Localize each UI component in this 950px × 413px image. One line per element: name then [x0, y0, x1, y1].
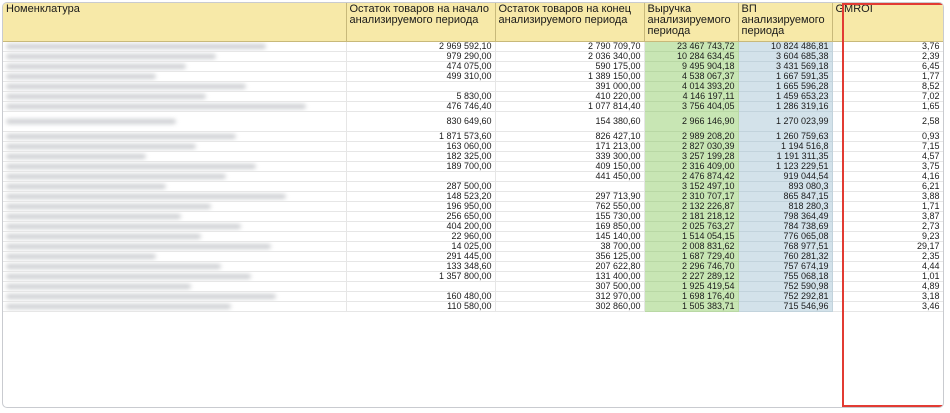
gmroi-report-table — [3, 3, 944, 312]
cell-stock-start[interactable]: 830 649,60 — [346, 112, 495, 132]
cell-stock-end[interactable]: 2 036 340,00 — [495, 52, 644, 62]
cell-stock-start[interactable]: 287 500,00 — [346, 182, 495, 192]
redacted-text — [6, 174, 226, 179]
cell-revenue[interactable]: 2 310 707,17 — [644, 192, 738, 202]
cell-gmroi[interactable]: 2,39 — [832, 52, 943, 62]
cell-revenue[interactable]: 2 296 746,70 — [644, 262, 738, 272]
cell-stock-end[interactable]: 1 389 150,00 — [495, 72, 644, 82]
cell-name-redacted[interactable] — [3, 62, 346, 72]
cell-stock-start[interactable]: 160 480,00 — [346, 292, 495, 302]
cell-name-redacted[interactable] — [3, 192, 346, 202]
cell-stock-start[interactable]: 189 700,00 — [346, 162, 495, 172]
header-revenue[interactable]: Выручка анализируемого периода — [644, 3, 738, 42]
cell-gmroi[interactable]: 1,65 — [832, 102, 943, 112]
cell-gross-profit[interactable]: 752 590,98 — [738, 282, 832, 292]
cell-revenue[interactable]: 2 316 409,00 — [644, 162, 738, 172]
cell-stock-end[interactable]: 154 380,60 — [495, 112, 644, 132]
cell-name-redacted[interactable] — [3, 142, 346, 152]
cell-revenue[interactable]: 3 152 497,10 — [644, 182, 738, 192]
cell-stock-start[interactable]: 133 348,60 — [346, 262, 495, 272]
redacted-text — [6, 184, 166, 189]
cell-gross-profit[interactable]: 1 286 319,16 — [738, 102, 832, 112]
cell-gmroi[interactable]: 4,44 — [832, 262, 943, 272]
cell-stock-end[interactable]: 826 427,10 — [495, 132, 644, 142]
redacted-text — [6, 294, 276, 299]
cell-stock-end[interactable]: 339 300,00 — [495, 152, 644, 162]
cell-gmroi[interactable]: 1,01 — [832, 272, 943, 282]
cell-name-redacted[interactable] — [3, 232, 346, 242]
cell-stock-start[interactable] — [346, 282, 495, 292]
cell-name-redacted[interactable] — [3, 172, 346, 182]
cell-gmroi[interactable]: 1,77 — [832, 72, 943, 82]
cell-gross-profit[interactable]: 3 604 685,38 — [738, 52, 832, 62]
cell-name-redacted[interactable] — [3, 82, 346, 92]
cell-stock-start[interactable]: 256 650,00 — [346, 212, 495, 222]
cell-revenue[interactable]: 2 827 030,39 — [644, 142, 738, 152]
cell-gmroi[interactable]: 3,75 — [832, 162, 943, 172]
cell-gmroi[interactable]: 3,46 — [832, 302, 943, 312]
cell-gross-profit[interactable]: 818 280,3 — [738, 202, 832, 212]
cell-gross-profit[interactable]: 1 194 516,8 — [738, 142, 832, 152]
cell-stock-start[interactable]: 499 310,00 — [346, 72, 495, 82]
cell-revenue[interactable]: 2 181 218,12 — [644, 212, 738, 222]
cell-name-redacted[interactable] — [3, 162, 346, 172]
cell-gross-profit[interactable]: 1 270 023,99 — [738, 112, 832, 132]
cell-gmroi[interactable]: 6,45 — [832, 62, 943, 72]
cell-revenue[interactable]: 2 008 831,62 — [644, 242, 738, 252]
cell-stock-end[interactable]: 145 140,00 — [495, 232, 644, 242]
table-row[interactable] — [3, 252, 943, 262]
table-row[interactable] — [3, 172, 943, 182]
cell-gmroi[interactable]: 2,73 — [832, 222, 943, 232]
cell-stock-end[interactable]: 131 400,00 — [495, 272, 644, 282]
header-name[interactable]: Номенклатура — [3, 3, 346, 42]
table-row[interactable] — [3, 292, 943, 302]
cell-name-redacted[interactable] — [3, 212, 346, 222]
redacted-text — [6, 304, 231, 309]
cell-name-redacted[interactable] — [3, 132, 346, 142]
cell-gross-profit[interactable]: 1 667 591,35 — [738, 72, 832, 82]
cell-gross-profit[interactable]: 784 738,69 — [738, 222, 832, 232]
cell-revenue[interactable]: 4 146 197,11 — [644, 92, 738, 102]
cell-gmroi[interactable]: 0,93 — [832, 132, 943, 142]
table-row[interactable] — [3, 202, 943, 212]
cell-revenue[interactable]: 2 227 289,12 — [644, 272, 738, 282]
cell-name-redacted[interactable] — [3, 202, 346, 212]
cell-revenue[interactable]: 3 257 199,28 — [644, 152, 738, 162]
table-row[interactable] — [3, 192, 943, 202]
cell-gross-profit[interactable]: 768 977,51 — [738, 242, 832, 252]
redacted-text — [6, 264, 221, 269]
table-row[interactable] — [3, 212, 943, 222]
cell-gross-profit[interactable]: 776 065,08 — [738, 232, 832, 242]
cell-gmroi[interactable]: 8,52 — [832, 82, 943, 92]
cell-stock-start[interactable]: 196 950,00 — [346, 202, 495, 212]
table-row[interactable] — [3, 222, 943, 232]
cell-gmroi[interactable]: 9,23 — [832, 232, 943, 242]
cell-stock-start[interactable]: 404 200,00 — [346, 222, 495, 232]
cell-name-redacted[interactable] — [3, 282, 346, 292]
cell-stock-start[interactable]: 476 746,40 — [346, 102, 495, 112]
cell-name-redacted[interactable] — [3, 272, 346, 282]
redacted-text — [6, 74, 156, 79]
cell-stock-end[interactable]: 441 450,00 — [495, 172, 644, 182]
cell-revenue[interactable]: 2 966 146,90 — [644, 112, 738, 132]
cell-stock-end[interactable]: 302 860,00 — [495, 302, 644, 312]
header-stock-start[interactable]: Остаток товаров на начало анализируемого периода — [346, 3, 495, 42]
redacted-text — [6, 54, 216, 59]
cell-stock-end[interactable]: 391 000,00 — [495, 82, 644, 92]
cell-name-redacted[interactable] — [3, 52, 346, 62]
header-gmroi[interactable]: GMROI — [832, 3, 943, 42]
cell-stock-end[interactable]: 207 622,80 — [495, 262, 644, 272]
table-row[interactable] — [3, 282, 943, 292]
redacted-text — [6, 244, 271, 249]
cell-name-redacted[interactable] — [3, 182, 346, 192]
table-row[interactable] — [3, 142, 943, 152]
cell-revenue[interactable]: 2 989 208,20 — [644, 132, 738, 142]
cell-stock-end[interactable]: 312 970,00 — [495, 292, 644, 302]
cell-gross-profit[interactable]: 798 364,49 — [738, 212, 832, 222]
redacted-text — [6, 194, 286, 199]
cell-gmroi[interactable]: 3,76 — [832, 42, 943, 52]
cell-stock-start[interactable]: 110 580,00 — [346, 302, 495, 312]
cell-stock-start[interactable]: 1 871 573,60 — [346, 132, 495, 142]
cell-stock-start[interactable]: 5 830,00 — [346, 92, 495, 102]
cell-revenue[interactable]: 4 538 067,37 — [644, 72, 738, 82]
cell-stock-end[interactable]: 38 700,00 — [495, 242, 644, 252]
table-row[interactable] — [3, 82, 943, 92]
cell-stock-end[interactable]: 307 500,00 — [495, 282, 644, 292]
spreadsheet-table — [2, 2, 944, 408]
cell-stock-start[interactable]: 148 523,20 — [346, 192, 495, 202]
redacted-text — [6, 134, 236, 139]
cell-stock-end[interactable]: 155 730,00 — [495, 212, 644, 222]
cell-gross-profit[interactable]: 1 123 229,51 — [738, 162, 832, 172]
header-row — [3, 3, 943, 42]
cell-gross-profit[interactable]: 1 191 311,35 — [738, 152, 832, 162]
cell-stock-end[interactable] — [495, 182, 644, 192]
cell-revenue[interactable]: 1 925 419,54 — [644, 282, 738, 292]
cell-stock-start[interactable]: 474 075,00 — [346, 62, 495, 72]
redacted-text — [6, 64, 186, 69]
table-row[interactable] — [3, 152, 943, 162]
cell-gross-profit[interactable]: 10 824 486,81 — [738, 42, 832, 52]
cell-stock-start[interactable] — [346, 82, 495, 92]
redacted-text — [6, 164, 256, 169]
cell-stock-end[interactable]: 410 220,00 — [495, 92, 644, 102]
cell-gmroi[interactable]: 29,17 — [832, 242, 943, 252]
redacted-text — [6, 214, 181, 219]
redacted-text — [6, 119, 176, 124]
cell-gmroi[interactable]: 4,89 — [832, 282, 943, 292]
cell-revenue[interactable]: 2 132 226,87 — [644, 202, 738, 212]
cell-gross-profit[interactable]: 760 281,32 — [738, 252, 832, 262]
cell-name-redacted[interactable] — [3, 112, 346, 132]
cell-name-redacted[interactable] — [3, 42, 346, 52]
table-row[interactable] — [3, 232, 943, 242]
cell-name-redacted[interactable] — [3, 242, 346, 252]
cell-stock-start[interactable]: 291 445,00 — [346, 252, 495, 262]
cell-stock-start[interactable]: 1 357 800,00 — [346, 272, 495, 282]
cell-stock-start[interactable]: 979 290,00 — [346, 52, 495, 62]
cell-stock-end[interactable]: 169 850,00 — [495, 222, 644, 232]
cell-gmroi[interactable]: 2,58 — [832, 112, 943, 132]
table-row[interactable] — [3, 72, 943, 82]
table-row[interactable] — [3, 302, 943, 312]
redacted-text — [6, 254, 156, 259]
cell-name-redacted[interactable] — [3, 152, 346, 162]
header-gross-profit[interactable]: ВП анализируемого периода — [738, 3, 832, 42]
cell-gmroi[interactable]: 4,57 — [832, 152, 943, 162]
cell-stock-start[interactable] — [346, 172, 495, 182]
redacted-text — [6, 84, 246, 89]
cell-gross-profit[interactable]: 757 674,19 — [738, 262, 832, 272]
cell-gmroi[interactable]: 3,88 — [832, 192, 943, 202]
redacted-text — [6, 284, 191, 289]
cell-gross-profit[interactable]: 1 459 653,23 — [738, 92, 832, 102]
table-row[interactable] — [3, 262, 943, 272]
table-row[interactable] — [3, 182, 943, 192]
cell-revenue[interactable]: 1 687 729,40 — [644, 252, 738, 262]
cell-gmroi[interactable]: 7,15 — [832, 142, 943, 152]
redacted-text — [6, 234, 201, 239]
cell-gross-profit[interactable]: 1 260 759,63 — [738, 132, 832, 142]
cell-gross-profit[interactable]: 865 847,15 — [738, 192, 832, 202]
cell-gross-profit[interactable]: 715 546,96 — [738, 302, 832, 312]
table-row[interactable] — [3, 102, 943, 112]
cell-gmroi[interactable]: 4,16 — [832, 172, 943, 182]
cell-stock-end[interactable]: 297 713,90 — [495, 192, 644, 202]
table-row[interactable] — [3, 132, 943, 142]
cell-stock-end[interactable]: 590 175,00 — [495, 62, 644, 72]
redacted-text — [6, 274, 251, 279]
cell-stock-start[interactable]: 14 025,00 — [346, 242, 495, 252]
cell-gross-profit[interactable]: 3 431 569,18 — [738, 62, 832, 72]
cell-gross-profit[interactable]: 1 665 596,28 — [738, 82, 832, 92]
cell-gmroi[interactable]: 3,87 — [832, 212, 943, 222]
cell-stock-start[interactable]: 2 969 592,10 — [346, 42, 495, 52]
cell-revenue[interactable]: 1 514 054,15 — [644, 232, 738, 242]
cell-name-redacted[interactable] — [3, 102, 346, 112]
cell-name-redacted[interactable] — [3, 302, 346, 312]
redacted-text — [6, 224, 241, 229]
redacted-text — [6, 204, 211, 209]
table-row[interactable] — [3, 52, 943, 62]
cell-gross-profit[interactable]: 919 044,54 — [738, 172, 832, 182]
cell-stock-end[interactable]: 762 550,00 — [495, 202, 644, 212]
cell-gross-profit[interactable]: 893 080,3 — [738, 182, 832, 192]
cell-stock-start[interactable]: 22 960,00 — [346, 232, 495, 242]
cell-revenue[interactable]: 10 284 634,45 — [644, 52, 738, 62]
table-row[interactable] — [3, 62, 943, 72]
cell-revenue[interactable]: 2 025 763,27 — [644, 222, 738, 232]
cell-gmroi[interactable]: 2,35 — [832, 252, 943, 262]
cell-gross-profit[interactable]: 752 292,81 — [738, 292, 832, 302]
cell-revenue[interactable]: 4 014 393,20 — [644, 82, 738, 92]
cell-name-redacted[interactable] — [3, 222, 346, 232]
table-row[interactable] — [3, 272, 943, 282]
cell-gmroi[interactable]: 6,21 — [832, 182, 943, 192]
cell-gmroi[interactable]: 3,18 — [832, 292, 943, 302]
redacted-text — [6, 144, 196, 149]
cell-stock-start[interactable]: 182 325,00 — [346, 152, 495, 162]
cell-name-redacted[interactable] — [3, 262, 346, 272]
cell-gross-profit[interactable]: 755 068,18 — [738, 272, 832, 282]
cell-revenue[interactable]: 2 476 874,42 — [644, 172, 738, 182]
cell-revenue[interactable]: 23 467 743,72 — [644, 42, 738, 52]
table-row[interactable] — [3, 42, 943, 52]
cell-name-redacted[interactable] — [3, 72, 346, 82]
header-stock-end[interactable]: Остаток товаров на конец анализируемого периода — [495, 3, 644, 42]
cell-gmroi[interactable]: 7,02 — [832, 92, 943, 102]
redacted-text — [6, 154, 146, 159]
cell-stock-start[interactable]: 163 060,00 — [346, 142, 495, 152]
cell-revenue[interactable]: 9 495 904,18 — [644, 62, 738, 72]
cell-stock-end[interactable]: 1 077 814,40 — [495, 102, 644, 112]
cell-stock-end[interactable]: 2 790 709,70 — [495, 42, 644, 52]
cell-stock-end[interactable]: 171 213,00 — [495, 142, 644, 152]
table-row[interactable] — [3, 112, 943, 132]
cell-name-redacted[interactable] — [3, 292, 346, 302]
table-row[interactable] — [3, 92, 943, 102]
redacted-text — [6, 44, 266, 49]
cell-name-redacted[interactable] — [3, 252, 346, 262]
cell-revenue[interactable]: 1 505 383,71 — [644, 302, 738, 312]
cell-revenue[interactable]: 3 756 404,05 — [644, 102, 738, 112]
cell-stock-end[interactable]: 356 125,00 — [495, 252, 644, 262]
table-row[interactable] — [3, 242, 943, 252]
redacted-text — [6, 94, 206, 99]
cell-revenue[interactable]: 1 698 176,40 — [644, 292, 738, 302]
cell-stock-end[interactable]: 409 150,00 — [495, 162, 644, 172]
redacted-text — [6, 104, 306, 109]
table-row[interactable] — [3, 162, 943, 172]
cell-gmroi[interactable]: 1,71 — [832, 202, 943, 212]
cell-name-redacted[interactable] — [3, 92, 346, 102]
